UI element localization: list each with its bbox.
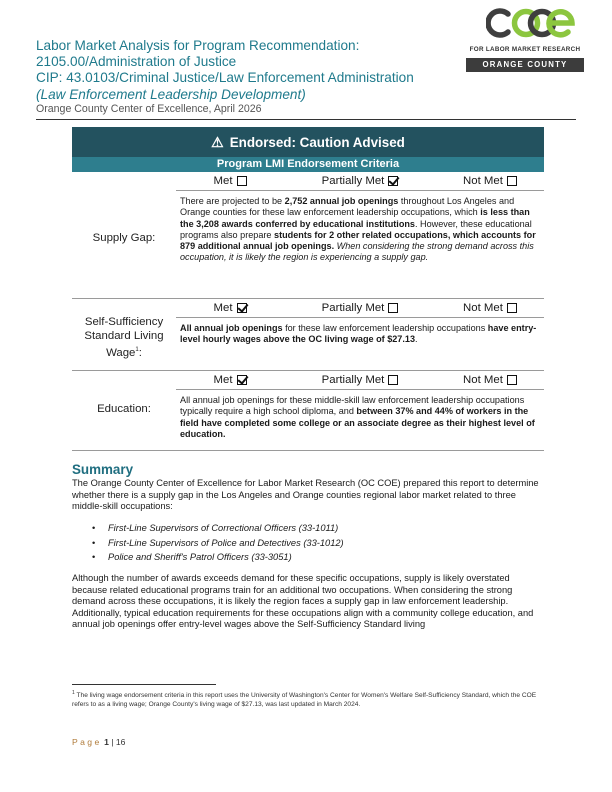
warning-icon: ⚠ bbox=[211, 133, 224, 150]
page-current: 1 bbox=[104, 737, 109, 747]
title-line-1: Labor Market Analysis for Program Recommendation: bbox=[36, 38, 360, 53]
criteria-label: Self-Sufficiency Standard Living Wage$^1$: bbox=[84, 316, 164, 359]
met-checkbox bbox=[237, 176, 247, 186]
occupation-list bbox=[108, 521, 528, 565]
logo-region: ORANGE COUNTY bbox=[466, 58, 584, 72]
title-line-3: CIP: 43.0103/Criminal Justice/Law Enforcement Administration bbox=[36, 70, 414, 86]
criteria-row-education bbox=[72, 371, 544, 449]
endorsement-status: Endorsed: Caution Advised bbox=[229, 134, 405, 150]
title-line-2: 2105.00/Administration of Justice bbox=[36, 54, 237, 70]
partially-met-checkbox bbox=[388, 176, 398, 186]
option-partially-met: Partially Met bbox=[284, 374, 436, 386]
partially-met-checkbox bbox=[388, 375, 398, 385]
endorsement-banner bbox=[72, 127, 544, 157]
row-divider bbox=[72, 450, 544, 451]
criteria-description: All annual job openings for these law enforcement leadership occupations have entry-level hourly wages above the OC living wage of $27.13. bbox=[180, 323, 537, 345]
option-partially-met: Partially Met bbox=[284, 302, 436, 314]
logo-tagline: FOR LABOR MARKET RESEARCH bbox=[469, 46, 581, 53]
criteria-row-living-wage bbox=[72, 299, 544, 369]
footnote-divider bbox=[72, 684, 216, 685]
criteria-title: Program LMI Endorsement Criteria bbox=[72, 157, 544, 172]
footnote-ref[interactable]: 1 bbox=[135, 347, 139, 353]
page-total: 16 bbox=[115, 737, 126, 747]
option-met: Met bbox=[176, 374, 284, 386]
list-item: • First-Line Supervisors of Police and Detectives (33-1012) bbox=[108, 536, 528, 551]
footnote-mark: 1 bbox=[72, 690, 75, 696]
list-item: • First-Line Supervisors of Correctional Officers (33-1011) bbox=[108, 521, 528, 536]
summary-intro: The Orange County Center of Excellence for Labor Market Research (OC COE) prepared this report to determine whether there is a supply gap in the Los Angeles and Orange counties regional labor market related to three middle-skill occupations: bbox=[72, 478, 539, 512]
option-not-met: Not Met bbox=[436, 302, 544, 314]
option-met: Met bbox=[176, 175, 284, 187]
met-checkbox bbox=[237, 375, 247, 385]
met-checkbox bbox=[237, 303, 247, 313]
footnote bbox=[72, 689, 544, 709]
status-options bbox=[176, 172, 544, 191]
option-not-met: Not Met bbox=[436, 374, 544, 386]
report-title-block bbox=[36, 38, 446, 116]
header-divider bbox=[36, 119, 576, 120]
criteria-label: Education: bbox=[97, 403, 151, 415]
option-met: Met bbox=[176, 302, 284, 314]
criteria-label: Supply Gap: bbox=[92, 232, 156, 244]
criteria-description: There are projected to be 2,752 annual job openings throughout Los Angeles and Orange counties for these law enforcement leadership occupations, which is less than the 3,208 awards conferred by educational institutions. However, these educational programs also prepare students for 2 other related occupations, which accounts for 879 additional annual job openings. When considering the strong demand across this occupation, it is likely the region is experiencing a supply gap. bbox=[180, 196, 536, 263]
coe-logo-mark-icon bbox=[486, 6, 576, 40]
criteria-row-supply-gap bbox=[72, 172, 544, 297]
report-subtitle: Orange County Center of Excellence, April 2026 bbox=[36, 102, 262, 115]
title-line-4: (Law Enforcement Leadership Development) bbox=[36, 86, 306, 102]
summary-heading: Summary bbox=[72, 462, 134, 477]
list-item: • Police and Sheriff's Patrol Officers (33-3051) bbox=[108, 550, 528, 565]
criteria-description: All annual job openings for these middle-skill law enforcement leadership occupations typically require a high school diploma, and between 37% and 44% of workers in the field have completed some college or an associate degree as their highest level of education. bbox=[180, 395, 535, 439]
option-not-met: Not Met bbox=[436, 175, 544, 187]
status-options bbox=[176, 371, 544, 390]
page-word: Page bbox=[72, 737, 102, 747]
coe-logo bbox=[466, 4, 584, 74]
page-number: Page 1 | 16 bbox=[72, 737, 126, 747]
not-met-checkbox bbox=[507, 303, 517, 313]
not-met-checkbox bbox=[507, 176, 517, 186]
not-met-checkbox bbox=[507, 375, 517, 385]
partially-met-checkbox bbox=[388, 303, 398, 313]
summary-body: Although the number of awards exceeds demand for these specific occupations, supply is likely overstated because related educational programs train for an additional two occupations. When considering the strong demand across these occupations, it is likely the region faces a supply gap in law enforcement leadership. Additionally, typical education requirements for these occupations align with a community college education, and annual job openings offer entry-level wages above the Self-Sufficiency Standard living bbox=[72, 573, 534, 630]
footnote-text: The living wage endorsement criteria in this report uses the University of Washington's Center for Women's Welfare Self-Sufficiency Standard, which the COE refers to as a living wage; Orange County's living wage of $27.13, was last updated in March 2024. bbox=[72, 692, 537, 708]
status-options bbox=[176, 299, 544, 318]
option-partially-met: Partially Met bbox=[284, 175, 436, 187]
